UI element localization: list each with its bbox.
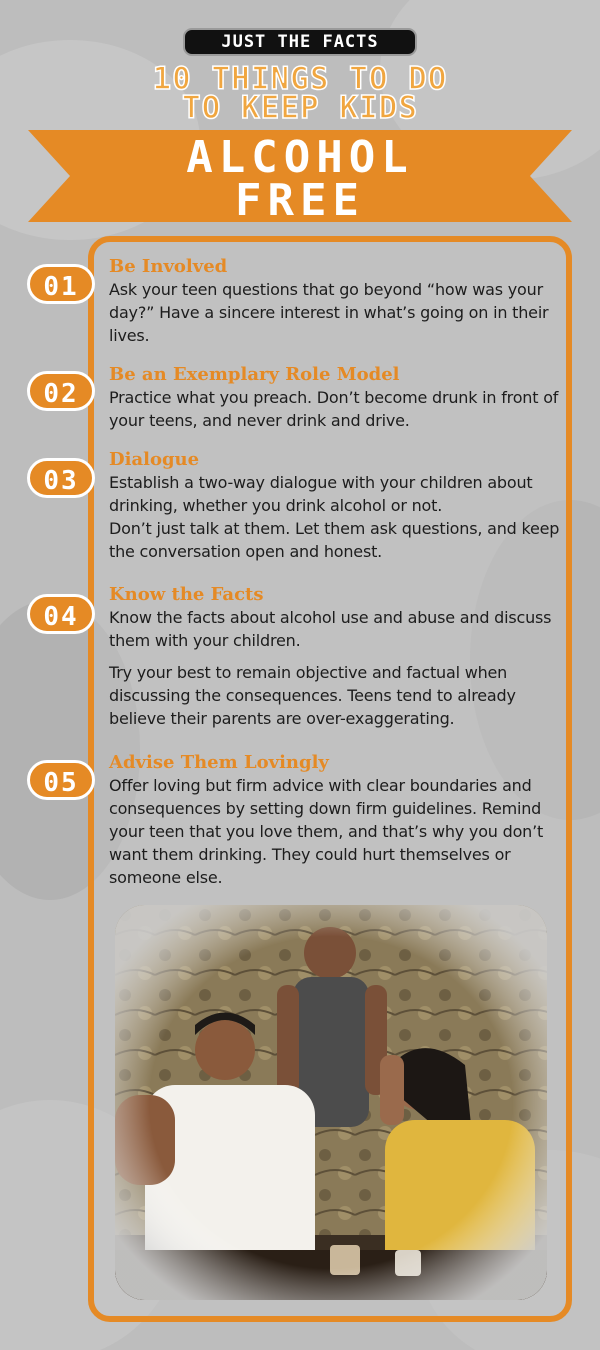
- tip-heading: Know the Facts: [109, 584, 264, 605]
- tip-number-badge: 01: [27, 264, 95, 304]
- tip-text: Know the facts about alcohol use and abuse and discuss them with your children.: [109, 608, 552, 650]
- headline-line-1: 10 THINGS TO DO: [152, 61, 448, 97]
- family-photo: [115, 905, 547, 1300]
- tip-text: Don’t just talk at them. Let them ask questions, and keep the conversation open and honest.: [109, 519, 560, 561]
- tip-item: [109, 256, 561, 347]
- tip-text: Practice what you preach. Don’t become drunk in front of your teens, and never drink and drive.: [109, 388, 559, 430]
- tip-item: [109, 584, 561, 730]
- tip-heading: Advise Them Lovingly: [109, 752, 329, 773]
- just-the-facts-badge: JUST THE FACTS: [183, 28, 417, 56]
- ribbon-line-free: FREE: [235, 175, 365, 226]
- tip-text: Ask your teen questions that go beyond “how was your day?” Have a sincere interest in what’s going on in their lives.: [109, 280, 549, 345]
- ribbon-line-alcohol: ALCOHOL: [186, 132, 414, 183]
- tip-number-badge: 02: [27, 371, 95, 411]
- tip-text: Try your best to remain objective and factual when discussing the consequences. Teens tend to already believe their parents are over-exaggerating.: [109, 663, 516, 728]
- tip-item: [109, 364, 561, 432]
- tip-item: [109, 449, 561, 563]
- tip-number-badge: 04: [27, 594, 95, 634]
- tip-number-badge: 05: [27, 760, 95, 800]
- tip-heading: Be an Exemplary Role Model: [109, 364, 400, 385]
- tip-item: [109, 752, 561, 889]
- headline-line-2: TO KEEP KIDS: [182, 90, 418, 126]
- tip-heading: Dialogue: [109, 449, 200, 470]
- tip-text: Offer loving but firm advice with clear boundaries and consequences by setting down firm guidelines. Remind your teen that you love them, and that’s why you don’t want them drinking. They could hurt themselves or someone else.: [109, 776, 544, 887]
- tip-text: Establish a two-way dialogue with your children about drinking, whether you drink alcohol or not.: [109, 473, 533, 515]
- tip-number-badge: 03: [27, 458, 95, 498]
- tip-heading: Be Involved: [109, 256, 228, 277]
